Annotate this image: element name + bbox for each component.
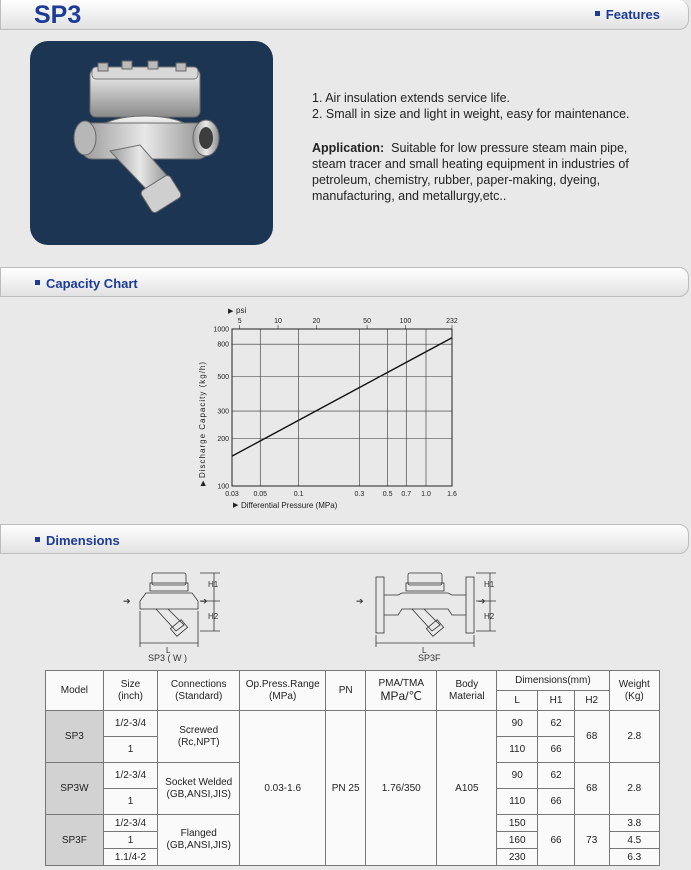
- h1-label: H1: [208, 580, 219, 589]
- product-photo: [30, 41, 273, 245]
- psi-tick-label: 20: [312, 318, 321, 325]
- dim-h2-cell: 73: [574, 815, 609, 866]
- header-connections: Connections (Standard): [158, 671, 240, 711]
- features-heading-label: Features: [605, 7, 660, 22]
- capacity-line: [232, 338, 452, 456]
- x-tick-label: 0.3: [354, 491, 365, 498]
- weight-cell: 3.8: [609, 815, 659, 832]
- dimensions-section-heading: [35, 533, 120, 548]
- ylabel-arrow-icon: ▶: [200, 480, 207, 486]
- dim-h1-cell: 62: [538, 711, 575, 737]
- weight-cell: 4.5: [609, 832, 659, 849]
- y-tick-label: 1000: [213, 326, 229, 334]
- x-tick-label: 1.0: [421, 491, 431, 498]
- dim-l-cell: 110: [497, 789, 538, 815]
- x-tick-label: 1.6: [447, 491, 457, 498]
- size-cell: 1: [103, 737, 158, 763]
- header-dim-h1: H1: [538, 691, 575, 711]
- header-weight: Weight (Kg): [609, 671, 659, 711]
- header-bar: [0, 0, 689, 30]
- dim-l-cell: 90: [497, 763, 538, 789]
- dim-l-cell: 110: [497, 737, 538, 763]
- h1-label: H1: [484, 580, 495, 589]
- y-tick-label: 300: [217, 408, 229, 416]
- size-cell: 1: [103, 832, 158, 849]
- x-tick-label: 0.1: [293, 491, 304, 498]
- table-row: [46, 711, 660, 737]
- header-dim-h2: H2: [574, 691, 609, 711]
- feature-item: 1. Air insulation extends service life.: [312, 91, 511, 105]
- capacity-section-heading: [35, 276, 138, 291]
- psi-tick-labels: [238, 318, 458, 325]
- size-cell: 1/2-3/4: [103, 711, 158, 737]
- psi-tick-label: 10: [274, 318, 282, 325]
- weight-cell: 2.8: [609, 763, 659, 815]
- x-tick-label: 0.03: [225, 491, 239, 498]
- pma-cell: 1.76/350: [366, 711, 437, 866]
- sp3w-drawing-label: SP3 ( W ): [148, 653, 188, 663]
- flow-arrow-icon: ➔: [200, 596, 208, 606]
- connections-cell: Socket Welded (GB,ANSI,JIS): [158, 763, 240, 815]
- header-model: Model: [46, 671, 104, 711]
- dimensions-section-bar: [0, 524, 689, 554]
- header-pn: PN: [326, 671, 366, 711]
- application-label: Application:: [312, 141, 385, 155]
- plot-frame: [232, 329, 452, 486]
- size-cell: 1/2-3/4: [103, 815, 158, 832]
- x-tick-labels: [225, 491, 457, 498]
- h2-label: H2: [484, 612, 495, 621]
- dim-l-cell: 160: [497, 832, 538, 849]
- feature-item: 2. Small in size and light in weight, easy for maintenance.: [312, 107, 630, 121]
- size-cell: 1/2-3/4: [103, 763, 158, 789]
- dim-h1-cell: 66: [538, 789, 575, 815]
- model-cell: SP3: [46, 711, 104, 763]
- application-description: Suitable for low pressure steam main pipe, steam tracer and small heating equipment in industries of petroleum, chemistry, rubber, paper-making, dyeing, manufacturing, and metallurgy,etc..: [312, 141, 629, 203]
- weight-cell: 6.3: [609, 849, 659, 866]
- psi-tick-label: 50: [363, 318, 371, 325]
- header-dim-l: L: [497, 691, 538, 711]
- size-cell: 1: [103, 789, 158, 815]
- dim-h1-cell: 62: [538, 763, 575, 789]
- psi-arrow-icon: ▶: [228, 308, 234, 315]
- dim-l-cell: 230: [497, 849, 538, 866]
- dim-h2-cell: 68: [574, 763, 609, 815]
- bullet-square-icon: [35, 537, 40, 542]
- pn-cell: PN 25: [326, 711, 366, 866]
- dim-l-cell: 90: [497, 711, 538, 737]
- flow-arrow-icon: ➔: [123, 596, 131, 606]
- body-cell: A105: [437, 711, 497, 866]
- dim-l-cell: 150: [497, 815, 538, 832]
- dimensions-table: [45, 670, 660, 866]
- xlabel-arrow-icon: ▶: [233, 502, 239, 509]
- y-tick-label: 100: [217, 483, 229, 491]
- chart-series: [232, 338, 452, 456]
- steam-trap-illustration: [30, 41, 273, 245]
- size-cell: 1.1/4-2: [103, 849, 158, 866]
- x-tick-label: 0.5: [382, 491, 393, 498]
- header-size: Size (inch): [103, 671, 158, 711]
- psi-tick-label: 5: [237, 318, 242, 325]
- header-pma: PMA/TMA MPa/℃: [366, 671, 437, 711]
- sp3f-drawing: [350, 565, 520, 665]
- op-press-cell: 0.03-1.6: [240, 711, 326, 866]
- psi-tick-label: 100: [399, 318, 412, 325]
- dim-h2-cell: 68: [574, 711, 609, 763]
- y-tick-labels: [213, 327, 229, 491]
- weight-cell: 2.8: [609, 711, 659, 763]
- dimensions-section-title: Dimensions: [46, 533, 120, 548]
- x-tick-label: 0.7: [401, 491, 412, 498]
- capacity-chart: [195, 300, 475, 520]
- capacity-section-title: Capacity Chart: [46, 276, 138, 291]
- y-tick-label: 200: [217, 436, 229, 444]
- psi-axis-label: psi: [236, 306, 247, 315]
- x-axis-label: Differential Pressure (MPa): [241, 501, 338, 510]
- bullet-square-icon: [35, 280, 40, 285]
- header-op-press: Op.Press.Range (MPa): [240, 671, 326, 711]
- features-heading: [595, 7, 660, 22]
- h2-label: H2: [208, 612, 219, 621]
- sp3f-drawing-label: SP3F: [418, 653, 441, 663]
- chart-grid: [232, 325, 452, 486]
- flow-arrow-icon: ➔: [356, 596, 364, 606]
- model-cell: SP3F: [46, 815, 104, 866]
- connections-cell: Flanged (GB,ANSI,JIS): [158, 815, 240, 866]
- bullet-square-icon: [595, 11, 600, 16]
- l-label: L: [422, 646, 427, 655]
- dim-h1-cell: 66: [538, 737, 575, 763]
- connections-cell: Screwed (Rc,NPT): [158, 711, 240, 763]
- y-tick-label: 800: [217, 341, 229, 349]
- sp3w-drawing: [110, 565, 240, 665]
- psi-tick-label: 232: [446, 318, 458, 325]
- dim-h1-cell: 66: [538, 815, 575, 866]
- header-dimensions: Dimensions(mm): [497, 671, 609, 691]
- feature-list: [312, 90, 652, 122]
- l-label: L: [166, 646, 171, 655]
- y-axis-label: Discharge Capacity (kg/h): [198, 360, 207, 478]
- flow-arrow-icon: ➔: [478, 596, 486, 606]
- header-body: Body Material: [437, 671, 497, 711]
- capacity-section-bar: [0, 267, 689, 297]
- page-title: SP3: [34, 1, 82, 29]
- model-cell: SP3W: [46, 763, 104, 815]
- y-tick-label: 500: [217, 373, 229, 381]
- x-tick-label: 0.05: [253, 491, 268, 498]
- application-text: [312, 140, 652, 204]
